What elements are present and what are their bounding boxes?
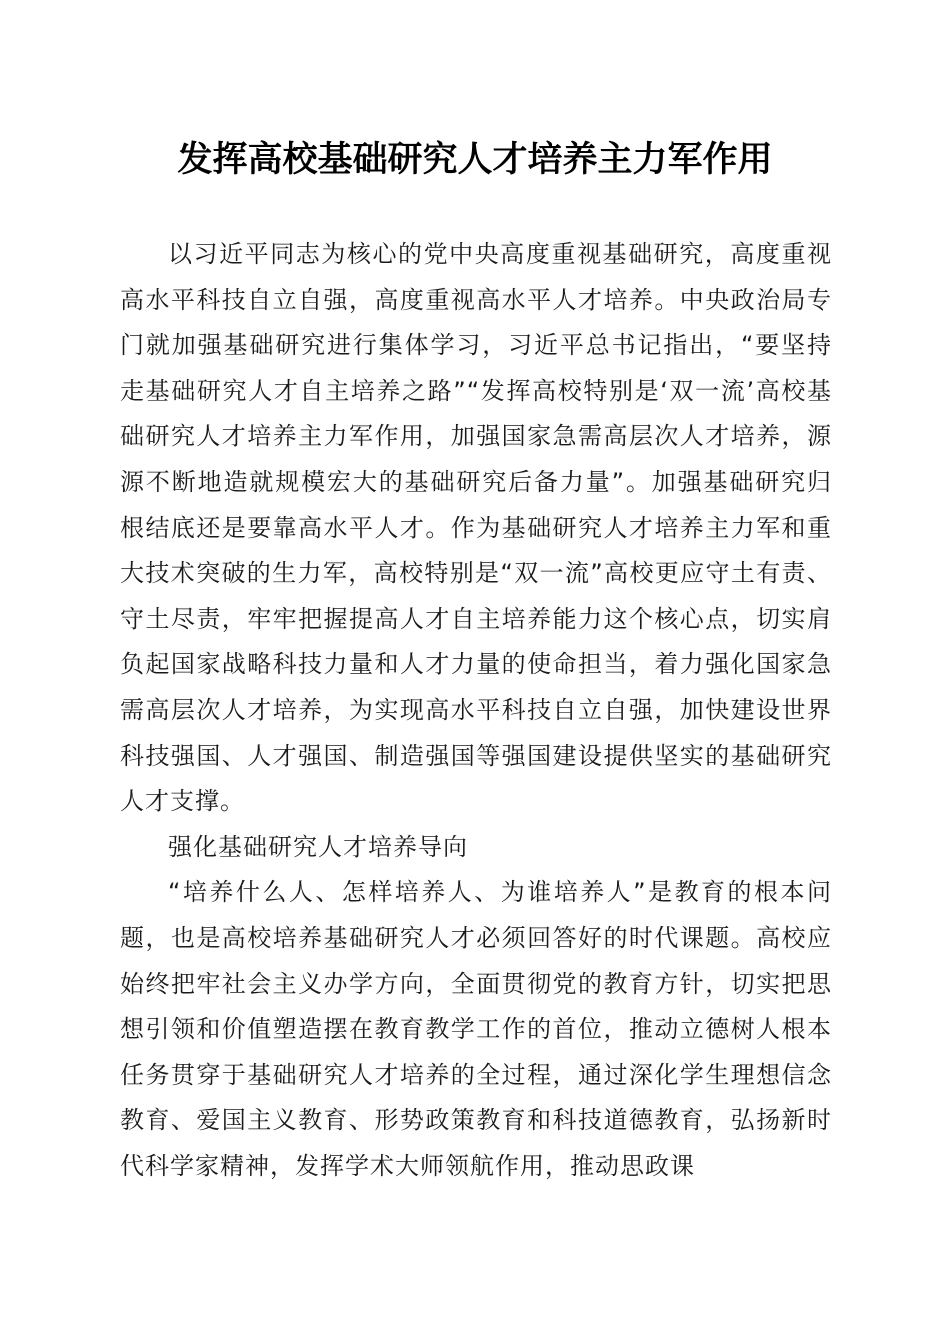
section-heading: 强化基础研究人才培养导向 <box>168 832 468 861</box>
section-paragraph: “培养什么人、怎样培养人、为谁培养人”是教育的根本问题，也是高校培养基础研究人才必须回答好的时代课题。高校应始终把牢社会主义办学方向，全面贯彻党的教育方针，切实把思想引领和价值塑造摆在教育教学工作的首位，推动立德树人根本任务贯穿于基础研究人才培养的全过程，通过深化学生理想信念教育、爱国主义教育、形势政策教育和科技道德教育，弘扬新时代科学家精神，发挥学术大师领航作用，推动思政课 <box>120 878 832 1180</box>
intro-paragraph: 以习近平同志为核心的党中央高度重视基础研究，高度重视高水平科技自立自强，高度重视高水平人才培养。中央政治局专门就加强基础研究进行集体学习，习近平总书记指出，“要坚持走基础研究人才自主培养之路”“发挥高校特别是‘双一流’高校基础研究人才培养主力军作用，加强国家急需高层次人才培养，源源不断地造就规模宏大的基础研究后备力量”。加强基础研究归根结底还是要靠高水平人才。作为基础研究人才培养主力军和重大技术突破的生力军，高校特别是“双一流”高校更应守土有责、守土尽责，牢牢把握提高人才自主培养能力这个核心点，切实肩负起国家战略科技力量和人才力量的使命担当，着力强化国家急需高层次人才培养，为实现高水平科技自立自强，加快建设世界科技强国、人才强国、制造强国等强国建设提供坚实的基础研究人才支撑。 <box>120 240 832 816</box>
document-body <box>120 232 832 1189</box>
document-title: 发挥高校基础研究人才培养主力军作用 <box>177 139 773 180</box>
